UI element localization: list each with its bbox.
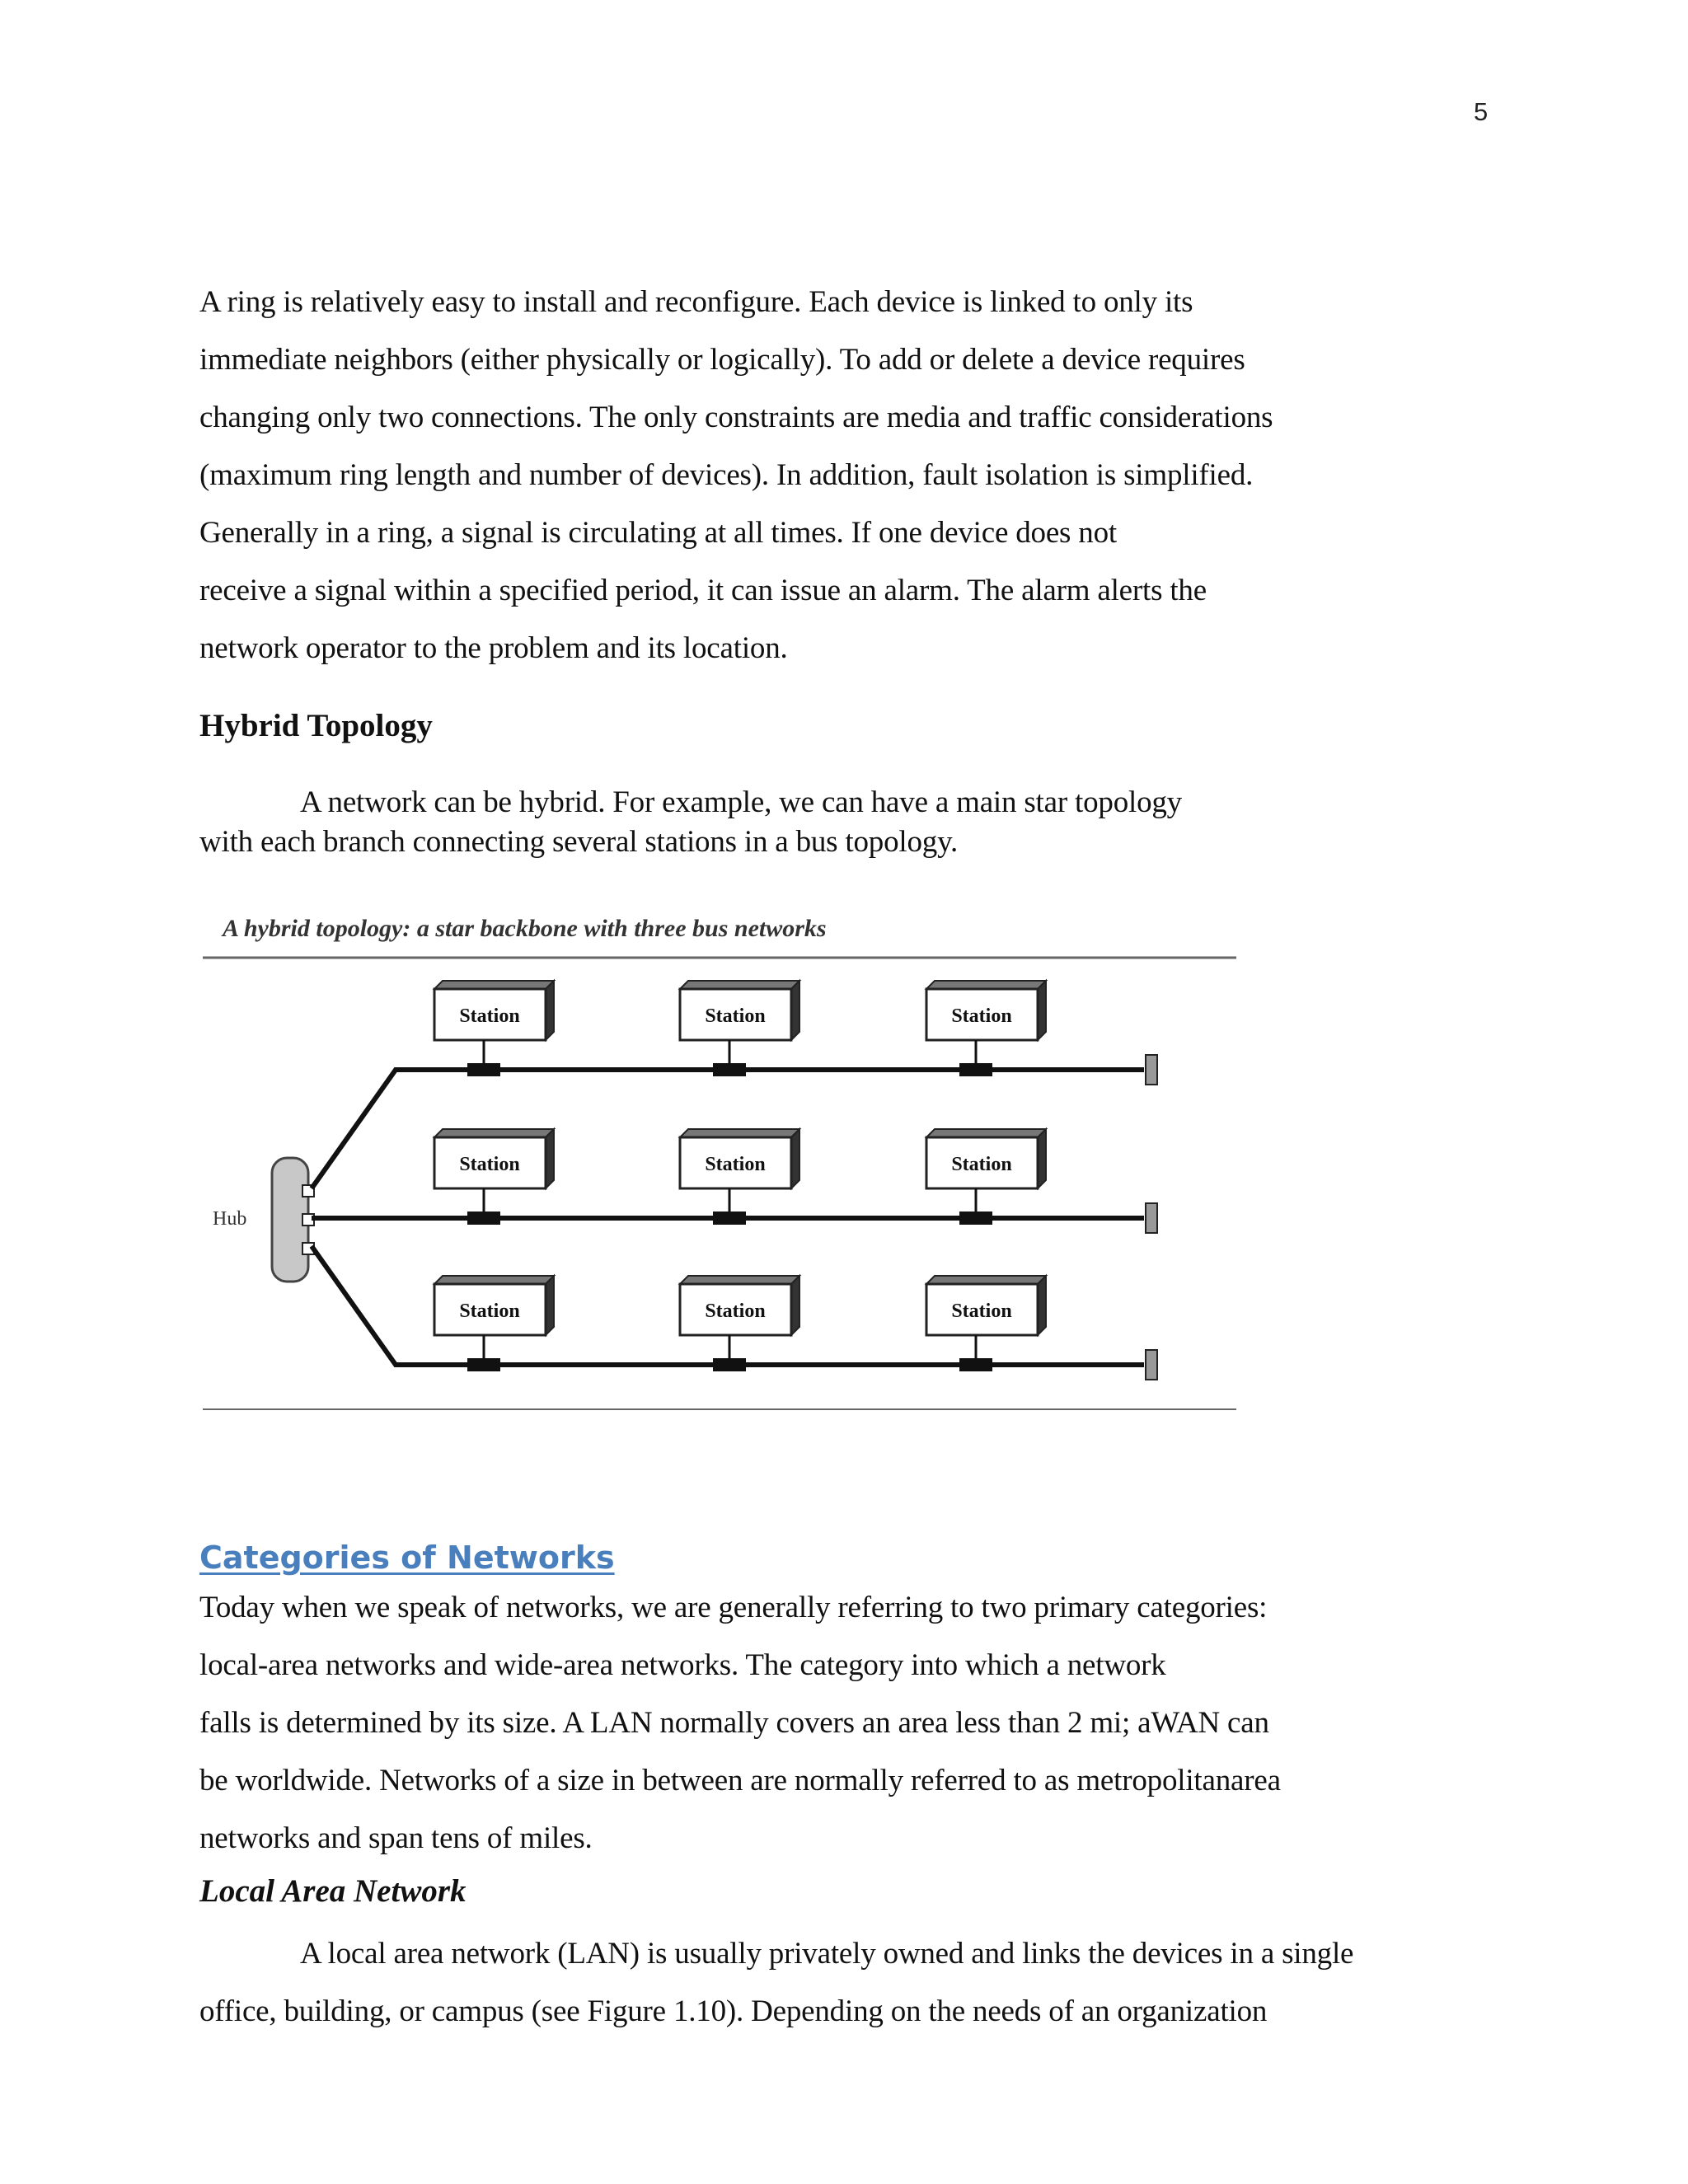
local-area-network-heading: Local Area Network [199,1873,467,1909]
lan-paragraph [199,1925,1353,2041]
bus-tap [467,1063,500,1076]
bus-tap [959,1358,992,1371]
text-line: office, building, or campus (see Figure 1.10). Depending on the needs of an organization [199,1994,1268,2028]
station-label: Station [951,1301,1012,1322]
text-line: network operator to the problem and its location. [199,631,788,665]
station-label: Station [951,1005,1012,1027]
hub-label: Hub [213,1208,247,1230]
station-label: Station [459,1301,520,1322]
text-line: local-area networks and wide-area networks. The category into which a network [199,1648,1166,1682]
categories-of-networks-heading: Categories of Networks [199,1540,615,1576]
hybrid-topology-heading: Hybrid Topology [199,708,433,743]
text-line: be worldwide. Networks of a size in between are normally referred to as metropolitanarea [199,1764,1281,1797]
page-number: 5 [1474,97,1489,126]
bus-tap [959,1063,992,1076]
text-line: receive a signal within a specified period, it can issue an alarm. The alarm alerts the [199,574,1207,607]
text-line: A local area network (LAN) is usually privately owned and links the devices in a single [300,1937,1354,1971]
hybrid-topology-diagram [199,907,1246,1426]
categories-paragraph [199,1579,1281,1868]
hybrid-topology-figure [199,907,1246,1426]
text-line: (maximum ring length and number of devices). In addition, fault isolation is simplified. [199,458,1254,492]
station-label: Station [705,1154,766,1175]
figure-caption: A hybrid topology: a star backbone with three bus networks [223,915,827,942]
text-line: Generally in a ring, a signal is circulating at all times. If one device does not [199,516,1117,550]
bus-tap [959,1212,992,1225]
text-line: A ring is relatively easy to install and reconfigure. Each device is linked to only its [199,285,1193,319]
station-label: Station [951,1154,1012,1175]
station-label: Station [459,1154,520,1175]
station-label: Station [705,1005,766,1027]
bus-tap [713,1063,746,1076]
station-label: Station [705,1301,766,1322]
text-line: Today when we speak of networks, we are generally referring to two primary categories: [199,1591,1268,1624]
ring-paragraph [199,274,1273,677]
terminator-icon [1146,1055,1157,1085]
station-label: Station [459,1005,520,1027]
bus-tap [467,1358,500,1371]
hybrid-paragraph [199,783,1182,862]
text-line: A network can be hybrid. For example, we can have a main star topology [300,785,1182,819]
text-line: changing only two connections. The only constraints are media and traffic considerations [199,401,1273,434]
terminator-icon [1146,1203,1157,1233]
text-line: immediate neighbors (either physically or logically). To add or delete a device requires [199,343,1245,377]
text-line: with each branch connecting several stations in a bus topology. [199,825,959,859]
bus-tap [713,1358,746,1371]
bus-tap [467,1212,500,1225]
text-line: falls is determined by its size. A LAN normally covers an area less than 2 mi; aWAN can [199,1706,1269,1740]
text-line: networks and span tens of miles. [199,1821,593,1855]
bus-tap [713,1212,746,1225]
terminator-icon [1146,1350,1157,1380]
